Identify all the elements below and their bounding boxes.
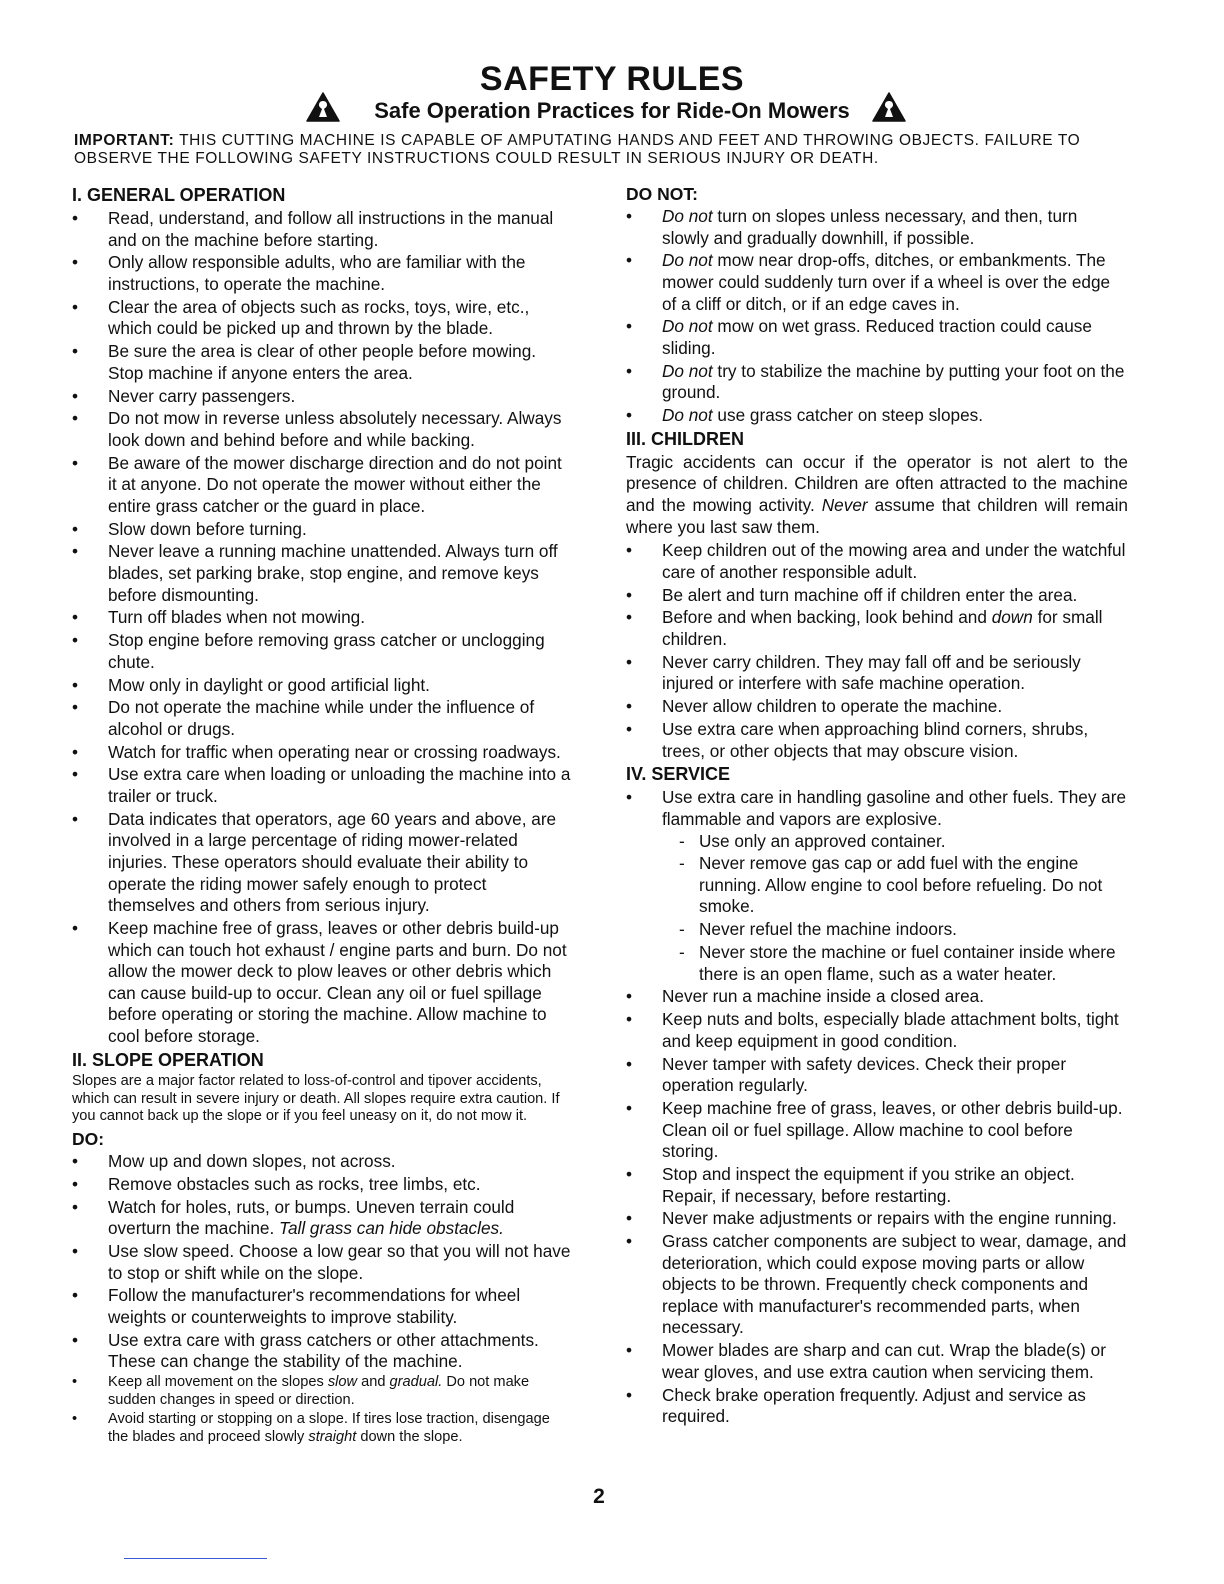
- donot-text: mow on wet grass. Reduced traction could cause sliding.: [662, 316, 1092, 358]
- donot-emphasis: Do not: [662, 206, 713, 226]
- list-item: • Never carry children. They may fall off and be seriously injured or interfere with safe machine operation.: [626, 652, 1128, 695]
- avoid-emphasis: straight: [308, 1428, 357, 1445]
- list-item: • Keep machine free of grass, leaves or other debris build-up which can touch hot exhaust / engine parts and burn. Do not allow the mower deck to plow leaves or other debris which can cause build-up to occur. Clean any oil or fuel spillage before operating or storing the machine. Allow machine to cool before storage.: [72, 918, 574, 1048]
- important-text: THIS CUTTING MACHINE IS CAPABLE OF AMPUTATING HANDS AND FEET AND THROWING OBJECTS. FAILURE TO OBSERVE THE FOLLOWING SAFETY INSTRUCTIONS COULD RESULT IN SERIOUS INJURY OR DEATH.: [74, 132, 1081, 167]
- list-item: • Never run a machine inside a closed area.: [626, 986, 1128, 1008]
- list-item: • Keep machine free of grass, leaves, or other debris build-up. Clean oil or fuel spillage. Allow machine to cool before storing.: [626, 1098, 1128, 1163]
- keep-and: and: [361, 1374, 386, 1391]
- list-item: [626, 405, 1128, 427]
- list-item: • Data indicates that operators, age 60 years and above, are involved in a large percentage of riding mower-related injuries. These operators should evaluate their ability to operate the riding mower safely enough to protect themselves and others from serious injury.: [72, 809, 574, 917]
- donot-heading: DO NOT:: [626, 184, 698, 204]
- avoid-text-b: down the slope.: [360, 1428, 463, 1445]
- list-item: • Use extra care with grass catchers or other attachments. These can change the stability of the machine.: [72, 1330, 574, 1373]
- list-item: • Never tamper with safety devices. Check their proper operation regularly.: [626, 1054, 1128, 1097]
- general-list: [72, 208, 574, 1048]
- section-heading-slope: II. SLOPE OPERATION: [72, 1049, 264, 1070]
- list-item: • Be alert and turn machine off if children enter the area.: [626, 585, 1128, 607]
- avoid-text: Avoid starting or stopping on a slope. If tires lose traction, disengage the blades and proceed slowly: [108, 1410, 550, 1445]
- donot-text: use grass catcher on steep slopes.: [717, 405, 984, 426]
- list-item: • Never make adjustments or repairs with the engine running.: [626, 1208, 1128, 1230]
- fuel-sublist: [679, 831, 1128, 986]
- list-item: • Mower blades are sharp and can cut. Wrap the blade(s) or wear gloves, and use extra caution when servicing them.: [626, 1340, 1128, 1383]
- left-column: [72, 184, 574, 1448]
- list-item: • Keep nuts and bolts, especially blade attachment bolts, tight and keep equipment in good condition.: [626, 1009, 1128, 1052]
- list-item: • Do not operate the machine while under the influence of alcohol or drugs.: [72, 697, 574, 740]
- list-item: • Remove obstacles such as rocks, tree limbs, etc.: [72, 1174, 574, 1196]
- list-item: • Do not mow in reverse unless absolutely necessary. Always look down and behind before and while backing.: [72, 408, 574, 451]
- list-item: • Keep children out of the mowing area and under the watchful care of another responsible adult.: [626, 540, 1128, 583]
- list-item: • Slow down before turning.: [72, 519, 574, 541]
- children-intro-text-b: assume that children will remain where you last saw them.: [626, 495, 1128, 537]
- sub-list-item: - Never remove gas cap or add fuel with the engine running. Allow engine to cool before refueling. Do not smoke.: [679, 853, 1128, 918]
- list-item: • Grass catcher components are subject to wear, damage, and deterioration, which could expose moving parts or allow objects to be thrown. Frequently check components and replace with manufacturer's recommended parts, when necessary.: [626, 1231, 1128, 1339]
- list-item: • Use extra care when approaching blind corners, shrubs, trees, or other objects that may obscure vision.: [626, 719, 1128, 762]
- service-list: [626, 787, 1128, 1427]
- donot-text: mow near drop-offs, ditches, or embankments. The mower could suddenly turn over if a wheel is over the edge of a cliff or ditch, or if an edge caves in.: [662, 250, 1111, 314]
- list-item: • Watch for traffic when operating near or crossing roadways.: [72, 742, 574, 764]
- list-item: • Read, understand, and follow all instructions in the manual and on the machine before starting.: [72, 208, 574, 251]
- list-item: [626, 361, 1128, 404]
- children-list: [626, 540, 1128, 762]
- list-item: • Never carry passengers.: [72, 386, 574, 408]
- sub-list-item: - Use only an approved container.: [679, 831, 1128, 853]
- list-item: • Be aware of the mower discharge direction and do not point it at anyone. Do not operate the mower without either the entire grass catcher or the guard in place.: [72, 453, 574, 518]
- keep-text: Keep all movement on the slopes: [108, 1374, 324, 1391]
- list-item: • Follow the manufacturer's recommendations for wheel weights or counterweights to improve stability.: [72, 1285, 574, 1328]
- list-item: • Clear the area of objects such as rocks, toys, wire, etc., which could be picked up and thrown by the blade.: [72, 297, 574, 340]
- sub-list-item: - Never store the machine or fuel container inside where there is an open flame, such as a water heater.: [679, 942, 1128, 985]
- warning-icon: [872, 92, 906, 122]
- section-heading-general: I. GENERAL OPERATION: [72, 185, 286, 205]
- keep-slow: slow: [327, 1374, 358, 1391]
- donot-emphasis: Do not: [662, 250, 713, 271]
- children-intro-emphasis: Never: [821, 495, 868, 516]
- list-item: [72, 1411, 574, 1447]
- holes-text: Watch for holes, ruts, or bumps. Uneven terrain could overturn the machine.: [108, 1196, 515, 1239]
- donot-text: try to stabilize the machine by putting your foot on the ground.: [662, 360, 1125, 403]
- do-heading: DO:: [72, 1129, 105, 1150]
- important-notice: [74, 132, 1160, 168]
- list-item: • Never leave a running machine unattended. Always turn off blades, set parking brake, stop engine, and remove keys before dismounting.: [72, 541, 574, 606]
- section-heading-children: III. CHILDREN: [626, 428, 745, 449]
- list-item: [626, 316, 1128, 359]
- list-item: • Never allow children to operate the machine.: [626, 696, 1128, 718]
- children-intro-text: Tragic accidents can occur if the operator is not alert to the presence of children. Children are often attracted to the machine and the mowing activity.: [626, 451, 1128, 516]
- list-item: • Stop and inspect the equipment if you strike an object. Repair, if necessary, before restarting.: [626, 1164, 1128, 1207]
- list-item: [626, 206, 1128, 249]
- fuel-text: Use extra care in handling gasoline and other fuels. They are flammable and vapors are explosive.: [662, 787, 1127, 829]
- list-item: [626, 250, 1128, 315]
- slope-intro: Slopes are a major factor related to loss-of-control and tipover accidents, which can result in severe injury or death. All slopes require extra caution. If you cannot back up the slope or if you feel uneasy on it, do not mow it.: [72, 1072, 560, 1125]
- list-item: • Use extra care when loading or unloading the machine into a trailer or truck.: [72, 764, 574, 807]
- list-item: [72, 1374, 574, 1410]
- list-item: • Check brake operation frequently. Adjust and service as required.: [626, 1385, 1128, 1428]
- children-intro: [626, 452, 1128, 538]
- list-item: • Use slow speed. Choose a low gear so that you will not have to stop or shift while on the slope.: [72, 1241, 574, 1284]
- list-item: • Be sure the area is clear of other people before mowing. Stop machine if anyone enters the area.: [72, 341, 574, 384]
- footer-rule: [124, 1558, 267, 1559]
- sub-list-item: - Never refuel the machine indoors.: [679, 919, 1128, 941]
- keep-gradual: gradual.: [389, 1374, 443, 1391]
- list-item: [72, 1197, 574, 1240]
- donot-text: turn on slopes unless necessary, and then, turn slowly and gradually downhill, if possible.: [662, 206, 1078, 248]
- backing-text-b: for small children.: [662, 607, 1103, 649]
- list-item: [626, 607, 1128, 650]
- right-column: [626, 184, 1128, 1429]
- list-item: • Turn off blades when not mowing.: [72, 607, 574, 629]
- donot-list: [626, 206, 1128, 427]
- list-item: • Mow up and down slopes, not across.: [72, 1151, 574, 1173]
- list-item: [626, 787, 1128, 985]
- keep-text-b: Do not make sudden changes in speed or direction.: [108, 1374, 530, 1408]
- page-number: 2: [593, 1485, 605, 1508]
- donot-emphasis: Do not: [662, 405, 713, 426]
- holes-emphasis: Tall grass can hide obstacles.: [279, 1218, 504, 1239]
- list-item: • Mow only in daylight or good artificial light.: [72, 675, 574, 697]
- donot-emphasis: Do not: [662, 316, 713, 337]
- list-item: • Stop engine before removing grass catcher or unclogging chute.: [72, 630, 574, 673]
- page-title: SAFETY RULES: [479, 60, 745, 98]
- backing-text: Before and when backing, look behind and: [662, 607, 987, 628]
- subtitle: Safe Operation Practices for Ride-On Mowers: [374, 98, 850, 123]
- list-item: • Only allow responsible adults, who are familiar with the instructions, to operate the machine.: [72, 252, 574, 295]
- important-label: IMPORTANT:: [74, 132, 175, 149]
- donot-emphasis: Do not: [662, 360, 713, 381]
- do-list: [72, 1151, 574, 1373]
- do-list-small: [72, 1374, 574, 1446]
- section-heading-service: IV. SERVICE: [626, 764, 731, 785]
- backing-emphasis: down: [991, 607, 1033, 628]
